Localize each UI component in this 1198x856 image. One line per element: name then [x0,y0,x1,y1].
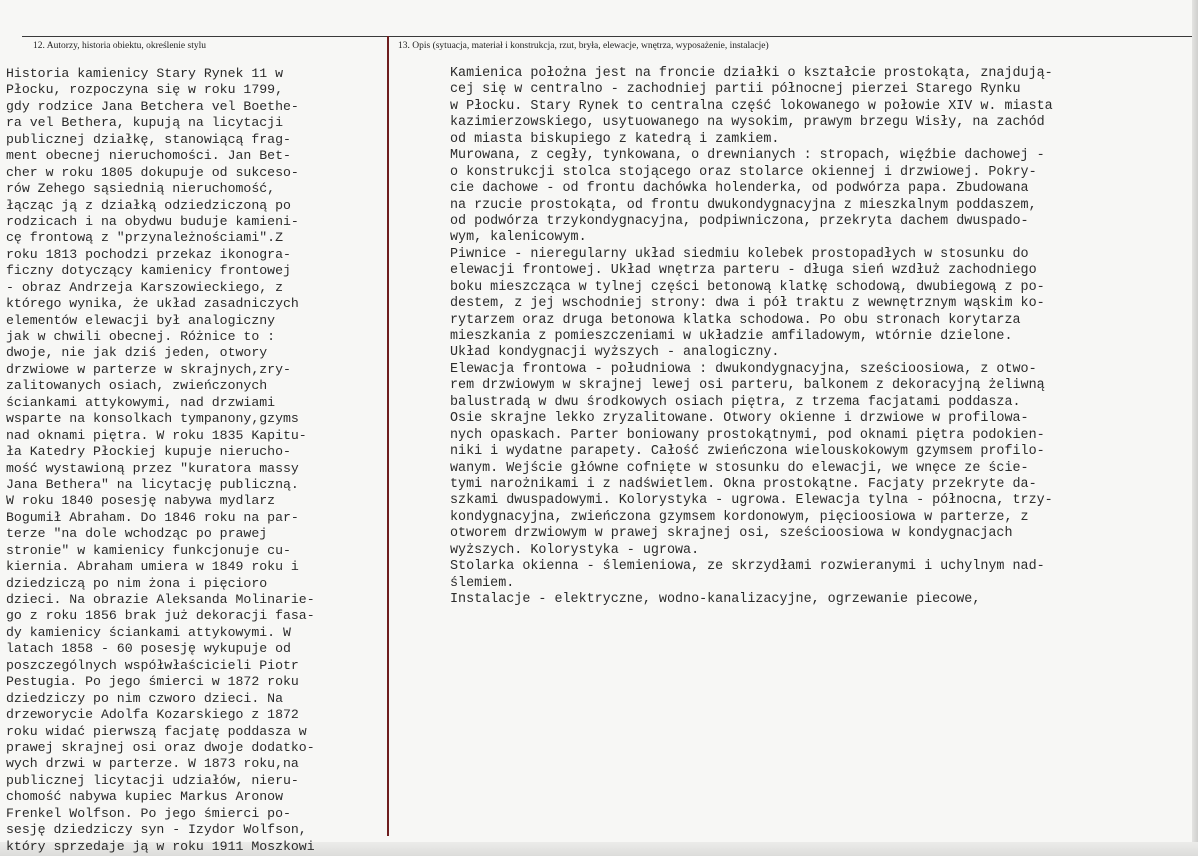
history-text-line: stronie" w kamienicy funkcjonuje cu- [6,542,291,558]
description-text-line: Elewacja frontowa - południowa : dwukondygnacyjna, sześcioosiowa, z otwo- [450,361,1037,377]
description-text-line: kazimierzowskiego, usytuowanego na wysokim, prawym brzegu Wisły, na zachód [450,115,1045,131]
description-text-line: wanym. Wejście główne cofnięte w stosunku do elewacji, we wnęce ze ście- [450,460,1029,476]
history-text-line: ficzny dotyczący kamienicy frontowej [6,263,291,279]
description-text-line: od miasta biskupiego z katedrą i zamkiem. [450,131,780,147]
description-text-line: Stolarka okienna - ślemieniowa, ze skrzydłami rozwieranymi i uchylnym nad- [450,559,1045,575]
history-text-line: zalitowanych osiach, zwieńczonych [6,378,268,394]
history-text-line: dwoje, nie jak dziś jeden, otwory [6,345,268,361]
history-text-line: Frenkel Wolfson. Po jego śmierci po- [6,805,291,821]
description-text-line: otworem drzwiowym w prawej skrajnej osi, sześcioosiowa w kondygnacjach [450,526,1013,542]
history-text-line: Historia kamienicy Stary Rynek 11 w [6,66,283,81]
description-text-line: Piwnice - nieregularny układ siedmiu kolebek prostopadłych w stosunku do [450,246,1029,262]
history-text-line: terze "na dole wchodząc po prawej [6,526,268,542]
history-text-line: którego wynika, że układ zasadniczych [6,296,299,312]
description-text-line: tymi narożnikami i z nadświetlem. Okna prostokątne. Facjaty przekryte da- [450,476,1037,492]
history-text-line: dzieci. Na obrazie Aleksanda Molinarie- [6,592,315,607]
description-text-line: boku mieszcząca w tylnej części betonową klatkę schodową, dwubiegową z po- [450,279,1045,295]
history-text-line: wsparte na konsolkach tympanony,gzyms [6,411,299,427]
description-text-line: w Płocku. Stary Rynek to centralna część lokowanego w połowie XIV w. miasta [450,98,1053,114]
history-text-line: dziedziczą po nim żona i pięcioro [6,575,268,591]
description-text-line: destem, z jej wschodniej strony: dwa i pół traktu z wewnętrznym wąskim ko- [450,296,1045,312]
history-text-line: Płocku, rozpoczyna się w roku 1799, [6,82,283,98]
history-text-line: rów Zehego sąsiednią nieruchomość, [6,181,276,197]
description-text-line: wyższych. Kolorystyka - ugrowa. [450,542,700,558]
column-divider [387,36,389,836]
history-text-line: dy kamienicy ściankami attykowymi. W [6,624,291,640]
history-text-line: dziedziczy po nim czworo dzieci. Na [6,690,283,706]
description-text-line: na rzucie prostokąta, od frontu dwukondygnacyjna z mieszkalnym poddaszem, [450,197,1037,213]
description-text-line: cie dachowe - od frontu dachówka holenderka, od podwórza papa. Zbudowana [450,181,1029,197]
description-text-line: rytarzem oraz druga betonowa klatka schodowa. Po obu stronach korytarza [450,312,1021,328]
history-text-line: Jana Bethera" na licytację publiczną. [6,476,299,492]
description-text-line: ślemiem. [450,575,515,591]
history-text-line: nad oknami piętra. W roku 1835 Kapitu- [6,427,307,443]
history-text-line: cher w roku 1805 dokupuje od sukceso- [6,164,299,180]
history-text-line: kiernia. Abraham umiera w 1849 roku i [6,559,299,575]
history-text-line: gdy rodzice Jana Betchera vel Boethe- [6,98,299,114]
description-text-line: wym, kalenicowym. [450,230,587,246]
history-text-line: W roku 1840 posesję nabywa mydlarz [6,493,276,509]
history-text-line: cę frontową z "przynależnościami".Z [6,230,283,246]
description-text-line: kondygnacyjna, zwieńczona gzymsem kordonowym, pięcioosiowa w parterze, z [450,509,1029,525]
description-text-line: cej się w centralno - zachodniej partii północnej pierzei Starego Rynku [450,82,1021,98]
history-text-line: chomość nabywa kupiec Markus Aronow [6,789,283,805]
description-text-line: rem drzwiowym w skrajnej lewej osi parteru, balkonem z dekoracyjną żeliwną [450,378,1045,394]
history-text-line: ment obecnej nieruchomości. Jan Bet- [6,148,291,164]
description-text-line: balustradą w dwu środkowych osiach piętra, z trzema facjatami poddasza. [450,394,1021,410]
page-edge-right [1192,0,1198,856]
description-text-line: Osie skrajne lekko zryzalitowane. Otwory okienne i drzwiowe w profilowa- [450,411,1029,427]
history-text-line: elementów elewacji był analogiczny [6,312,276,328]
description-text-line: od podwórza trzykondygnacyjna, podpiwniczona, przekryta dachem dwuspado- [450,213,1029,229]
history-text-line: roku 1813 pochodzi przekaz ikonogra- [6,246,291,262]
history-text-line: poszczególnych współwłaścicieli Piotr [6,657,299,673]
history-text-line: ła Katedry Płockiej kupuje nierucho- [6,444,291,460]
history-text-line: publicznej licytacji udziałów, nieru- [6,772,299,788]
history-text-line: sesję dziedziczy syn - Izydor Wolfson, [6,822,307,838]
history-text-line: drzeworycie Adolfa Kozarskiego z 1872 [6,707,299,723]
history-text-line: ściankami attykowymi, nad drzwiami [6,394,276,410]
section-header-authors-history: 12. Autorzy, historia obiektu, określenie stylu [33,41,206,51]
history-text-column [6,66,315,855]
description-text-line: szkami dwuspadowymi. Kolorystyka - ugrowa. Elewacja tylna - północna, trzy- [450,493,1053,509]
history-text-line: publicznej działkę, stanowiącą frag- [6,131,291,147]
history-text-line: łącząc ją z działką odziedziczoną po [6,197,291,213]
history-text-line: który sprzedaje ją w roku 1911 Moszkowi [6,838,315,854]
history-text-line: go z roku 1856 brak już dekoracji fasa- [6,608,315,624]
description-text-line: mieszkania z pomieszczeniami w układzie amfiladowym, wtórnie dzielone. [450,329,1013,344]
history-text-line: ra vel Bethera, kupują na licytacji [6,115,283,131]
header-rule [22,36,1198,37]
description-text-line: Układ kondygnacji wyższych - analogiczny. [450,345,780,361]
history-text-line: drzwiowe w parterze w skrajnych,zry- [6,361,291,377]
history-text-line: wych drzwi w parterze. W 1873 roku,na [6,756,299,772]
description-text-line: Kamienica położna jest na froncie działki o kształcie prostokąta, znajdują- [450,66,1053,81]
section-header-description: 13. Opis (sytuacja, materiał i konstrukcja, rzut, bryła, elewacje, wnętrza, wyposażenie, instalacje) [398,41,769,51]
history-text-line: jak w chwili obecnej. Różnice to : [6,329,276,344]
description-text-line: Murowana, z cegły, tynkowana, o drewnianych : stropach, więźbie dachowej - [450,148,1045,164]
history-text-line: prawej skrajnej osi oraz dwoje dodatko- [6,739,315,755]
history-text-line: latach 1858 - 60 posesję wykupuje od [6,641,291,657]
history-text-line: - obraz Andrzeja Karszowieckiego, z [6,279,283,295]
history-text-line: Bogumił Abraham. Do 1846 roku na par- [6,509,299,525]
history-text-line: roku widać pierwszą facjatę poddasza w [6,723,307,739]
history-text-line: Pestugia. Po jego śmierci w 1872 roku [6,674,299,690]
description-text-line: nych opaskach. Parter boniowany prostokątnymi, pod oknami piętra podokien- [450,427,1045,443]
description-text-column [450,66,1053,608]
description-text-line: elewacji frontowej. Układ wnętrza parteru - długa sień wzdłuż zachodniego [450,263,1037,279]
description-text-line: o konstrukcji stolca stojącego oraz stolarce okiennej i drzwiowej. Pokry- [450,164,1037,180]
description-text-line: niki i wydatne parapety. Całość zwieńczona wielouskokowym gzymsem profilo- [450,444,1045,460]
history-text-line: rodzicach i na obydwu buduje kamieni- [6,213,299,229]
description-text-line: Instalacje - elektryczne, wodno-kanalizacyjne, ogrzewanie piecowe, [450,592,981,607]
history-text-line: mość wystawioną przez "kuratora massy [6,460,299,476]
